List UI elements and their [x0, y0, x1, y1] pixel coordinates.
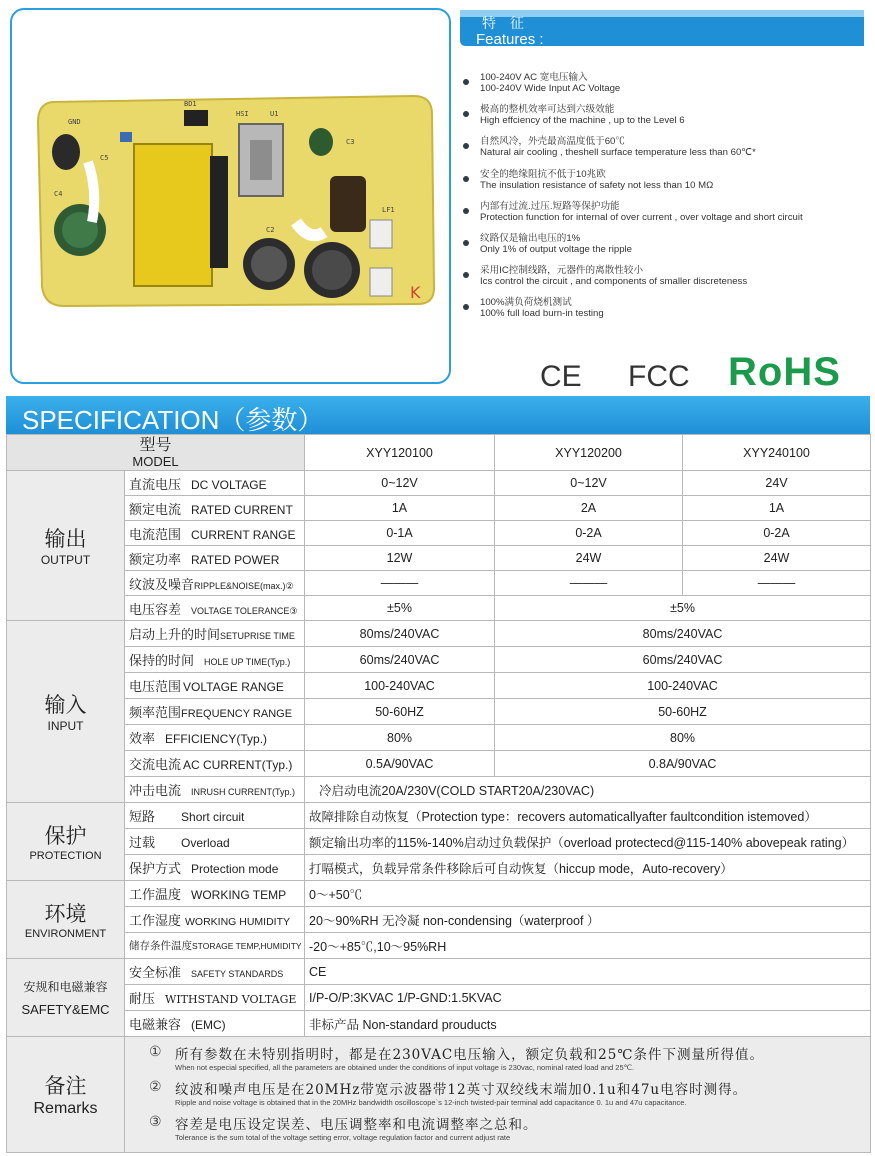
table-row — [7, 521, 871, 546]
feature-cn: 100%满负荷烧机测试 — [480, 297, 572, 309]
table-row — [7, 1011, 871, 1037]
spec-value: 0-1A — [305, 521, 495, 546]
row-label — [125, 673, 305, 699]
specification-header — [6, 396, 870, 434]
label-en: VOLTAGE RANGE — [183, 680, 284, 694]
feature-cn: 内部有过流.过压.短路等保护功能 — [480, 200, 620, 212]
board-label-c4: C4 — [54, 190, 63, 198]
bullet-icon — [463, 304, 469, 310]
category-cn: 环境 — [44, 901, 87, 926]
category-cn: 输出 — [44, 526, 87, 551]
label-en: CURRENT RANGE — [191, 527, 296, 542]
label-en: AC CURRENT(Typ.) — [183, 758, 293, 772]
row-label — [125, 521, 305, 546]
model-name: XYY120200 — [495, 435, 683, 471]
spec-value: 24W — [683, 546, 871, 571]
spec-value: 80% — [305, 725, 495, 751]
feature-cn: 采用IC控制线路，元器件的离散性较小 — [480, 265, 644, 277]
label-cn: 纹波及噪音 — [129, 577, 195, 593]
model-header-cell — [7, 435, 305, 471]
label-cn: 电压范围 — [129, 680, 182, 695]
spec-value: 0-2A — [495, 521, 683, 546]
board-label-gnd: GND — [68, 118, 81, 126]
category-output — [7, 471, 125, 621]
row-label — [125, 881, 305, 907]
label-cn: 效率 — [129, 732, 156, 747]
board-label-c2: C2 — [266, 226, 275, 234]
label-en: STORAGE TEMP,HUMIDITY — [192, 941, 302, 951]
spec-value: 24W — [495, 546, 683, 571]
features-list — [462, 72, 867, 330]
label-en: RIPPLE&NOISE(max.)② — [194, 580, 294, 591]
spec-value: ——— — [305, 571, 495, 596]
label-en: HOLE UP TIME(Typ.) — [204, 657, 291, 667]
label-en: EFFICIENCY(Typ.) — [165, 732, 268, 746]
row-label — [125, 699, 305, 725]
spec-value: 1A — [305, 496, 495, 521]
spec-value: 100-240VAC — [495, 673, 871, 699]
label-cn: 工作温度 — [129, 888, 182, 903]
label-en: WORKING HUMIDITY — [185, 916, 291, 928]
spec-value: 0.8A/90VAC — [495, 751, 871, 777]
category-input — [7, 621, 125, 803]
remark-number: ③ — [149, 1113, 162, 1129]
spec-value: 12W — [305, 546, 495, 571]
table-row — [7, 777, 871, 803]
row-label — [125, 985, 305, 1011]
feature-cn: 自然风冷，外壳最高温度低于60℃ — [480, 136, 625, 148]
label-cn: 短路 — [129, 810, 156, 825]
product-photo-frame — [10, 8, 451, 384]
remark-number: ② — [149, 1078, 162, 1094]
label-cn: 保持的时间 — [129, 654, 195, 669]
table-row — [7, 829, 871, 855]
feature-item — [462, 265, 867, 297]
feature-item — [462, 297, 867, 329]
table-row — [7, 985, 871, 1011]
bullet-icon — [463, 79, 469, 85]
cert-fcc: FCC — [628, 360, 690, 393]
features-header — [458, 8, 868, 48]
board-label-u1: U1 — [270, 110, 279, 118]
feature-en: The insulation resistance of safety not less than 10 MΩ — [480, 179, 714, 191]
remark-en: Ripple and noise voltage is obtained that in the 20MHz bandwidth oscilloscope`s 12-inch twisted-pair terminal add capacitance 0. 1u and 47u capacitance. — [175, 1098, 687, 1107]
label-cn: 工作湿度 — [129, 914, 182, 929]
remark-number: ① — [149, 1043, 162, 1059]
label-cn: 额定电流 — [129, 502, 182, 518]
cert-ce: CE — [540, 360, 582, 393]
category-en: PROTECTION — [29, 849, 102, 862]
table-row — [7, 435, 871, 471]
table-row — [7, 959, 871, 985]
label-en: Short circuit — [181, 810, 245, 824]
row-label — [125, 647, 305, 673]
board-label-c3: C3 — [346, 138, 355, 146]
spec-value: 50-60HZ — [305, 699, 495, 725]
table-row — [7, 1037, 871, 1153]
remarks-cell — [125, 1037, 871, 1153]
row-label — [125, 751, 305, 777]
table-row — [7, 546, 871, 571]
row-label — [125, 1011, 305, 1037]
board-label-hsi: HSI — [236, 110, 249, 118]
label-cn: 耐压 — [129, 992, 156, 1007]
spec-value: 80ms/240VAC — [495, 621, 871, 647]
row-label — [125, 959, 305, 985]
spec-value: 24V — [683, 471, 871, 496]
board-label-bd1: BD1 — [184, 100, 197, 108]
feature-item — [462, 233, 867, 265]
bullet-icon — [463, 111, 469, 117]
remark-en: When not especial specified, all the parameters are obtained under the conditions of input voltage is 230vac, nominal rated load and 25℃. — [175, 1063, 635, 1072]
spec-value: 非标产品 Non-standard prouducts — [305, 1011, 871, 1037]
model-header-cn: 型号 — [139, 435, 172, 454]
category-en: ENVIRONMENT — [24, 927, 107, 940]
spec-value: 60ms/240VAC — [495, 647, 871, 673]
feature-item — [462, 104, 867, 136]
label-cn: 冲击电流 — [129, 784, 182, 799]
feature-item — [462, 169, 867, 201]
label-en: WORKING TEMP — [191, 888, 287, 902]
table-row — [7, 621, 871, 647]
table-row — [7, 596, 871, 621]
spec-value: ±5% — [495, 596, 871, 621]
features-title-cn: 特征 — [482, 16, 538, 32]
spec-value: 50-60HZ — [495, 699, 871, 725]
spec-value: ——— — [495, 571, 683, 596]
feature-cn: 安全的绝缘阻抗不低于10兆欧 — [480, 168, 606, 180]
spec-value: 100-240VAC — [305, 673, 495, 699]
table-row — [7, 803, 871, 829]
feature-en: 100-240V Wide Input AC Voltage — [480, 83, 621, 94]
spec-value: ——— — [683, 571, 871, 596]
row-label — [125, 496, 305, 521]
table-row — [7, 907, 871, 933]
category-en: INPUT — [47, 718, 84, 733]
feature-item — [462, 136, 867, 168]
label-en: DC VOLTAGE — [191, 477, 267, 492]
specification-table — [6, 434, 871, 1153]
table-row — [7, 673, 871, 699]
bullet-icon — [463, 143, 469, 149]
row-label — [125, 777, 305, 803]
category-en: OUTPUT — [40, 552, 91, 567]
category-safety — [7, 959, 125, 1037]
spec-value: 0-2A — [683, 521, 871, 546]
spec-value: 80ms/240VAC — [305, 621, 495, 647]
table-row — [7, 571, 871, 596]
label-cn: 电磁兼容 — [129, 1018, 182, 1033]
spec-value: ±5% — [305, 596, 495, 621]
board-label-lf1: LF1 — [382, 206, 395, 214]
model-name: XYY120100 — [305, 435, 495, 471]
feature-item — [462, 201, 867, 233]
spec-value: I/P-O/P:3KVAC 1/P-GND:1.5KVAC — [305, 985, 871, 1011]
bullet-icon — [463, 240, 469, 246]
bullet-icon — [463, 176, 469, 182]
label-en: INRUSH CURRENT(Typ.) — [191, 787, 296, 797]
feature-en: Ics control the circuit , and components of smaller discreteness — [480, 276, 748, 288]
table-row — [7, 881, 871, 907]
table-row — [7, 647, 871, 673]
spec-value: 打嗝模式，负载异常条件移除后可自动恢复（hiccup mode，Auto-recovery） — [305, 855, 871, 881]
label-en: Overload — [181, 836, 230, 850]
label-cn: 直流电压 — [129, 477, 182, 493]
category-environment — [7, 881, 125, 959]
label-cn: 频率范围 — [129, 706, 182, 721]
label-en: WITHSTAND VOLTAGE — [165, 993, 297, 1006]
table-row — [7, 471, 871, 496]
spec-value: 0～+50℃ — [305, 881, 871, 907]
model-header-en: MODEL — [132, 454, 179, 469]
spec-value: CE — [305, 959, 871, 985]
spec-value: 2A — [495, 496, 683, 521]
remark-en: Tolerance is the sum total of the voltage setting error, voltage regulation factor and current adjust rate — [175, 1133, 511, 1142]
label-cn: 过载 — [129, 836, 156, 851]
label-cn: 额定功率 — [129, 552, 182, 568]
spec-value: 额定输出功率的115%-140%启动过负载保护（overload protectecd@115-140% abovepeak rating） — [305, 829, 871, 855]
category-remarks — [7, 1037, 125, 1153]
category-en: SAFETY&EMC — [21, 1002, 110, 1017]
remark-item — [149, 1078, 866, 1107]
row-label — [125, 596, 305, 621]
spec-value: 1A — [683, 496, 871, 521]
row-label — [125, 803, 305, 829]
category-en: Remarks — [33, 1099, 98, 1117]
category-cn: 输入 — [44, 692, 87, 717]
spec-value: 故障排除自动恢复（Protection type：recovers automaticallyafter faultcondition istemoved） — [305, 803, 871, 829]
table-row — [7, 751, 871, 777]
feature-en: Protection function for internal of over current , over voltage and short circuit — [480, 211, 803, 223]
feature-cn: 极高的整机效率可达到六级效能 — [480, 104, 615, 116]
spec-value: -20～+85℃,10～95%RH — [305, 933, 871, 959]
label-en: SETUPRISE TIME — [220, 631, 295, 641]
bullet-icon — [463, 208, 469, 214]
specification-title: SPECIFICATION（参数） — [22, 405, 324, 435]
feature-en: High effciency of the machine , up to the Level 6 — [480, 115, 685, 127]
label-en: (EMC) — [191, 1018, 226, 1032]
category-protection — [7, 803, 125, 881]
feature-en: 100% full load burn-in testing — [480, 308, 604, 320]
label-en: RATED POWER — [191, 552, 280, 567]
label-en: VOLTAGE TOLERANCE③ — [191, 605, 298, 616]
label-cn: 保护方式 — [129, 862, 182, 877]
row-label — [125, 571, 305, 596]
spec-value: 0~12V — [495, 471, 683, 496]
row-label — [125, 933, 305, 959]
spec-value: 0.5A/90VAC — [305, 751, 495, 777]
power-board-illustration — [34, 92, 438, 310]
remark-cn: 所有参数在未特别指明时，都是在230VAC电压输入，额定负载和25℃条件下测量所得值。 — [175, 1047, 764, 1063]
label-cn: 储存条件温度 — [129, 940, 192, 952]
remark-cn: 纹波和噪声电压是在20MHz带宽示波器带12英寸双绞线末端加0.1u和47u电容时测得。 — [175, 1082, 748, 1098]
row-label — [125, 471, 305, 496]
label-en: RATED CURRENT — [191, 502, 293, 517]
features-title-en: Features : — [476, 31, 544, 48]
feature-en: Only 1% of output voltage the ripple — [480, 243, 632, 255]
category-cn: 安规和电磁兼容 — [23, 980, 108, 994]
spec-value: 冷启动电流20A/230V(COLD START20A/230VAC) — [305, 777, 871, 803]
remark-item — [149, 1113, 866, 1142]
spec-value: 80% — [495, 725, 871, 751]
remark-item — [149, 1043, 866, 1072]
row-label — [125, 855, 305, 881]
bullet-icon — [463, 272, 469, 278]
feature-cn: 100-240V AC 宽电压输入 — [480, 72, 588, 83]
row-label — [125, 829, 305, 855]
remark-cn: 容差是电压设定误差、电压调整率和电流调整率之总和。 — [175, 1117, 538, 1133]
board-label-k: K — [410, 283, 421, 302]
table-row — [7, 933, 871, 959]
spec-value: 0~12V — [305, 471, 495, 496]
feature-en: Natural air cooling , theshell surface temperature less than 60℃* — [480, 147, 756, 159]
label-cn: 电流范围 — [129, 527, 182, 543]
label-cn: 启动上升的时间 — [129, 628, 221, 643]
label-cn: 电压容差 — [129, 602, 182, 618]
table-row — [7, 725, 871, 751]
label-en: SAFETY STANDARDS — [191, 969, 284, 979]
table-row — [7, 496, 871, 521]
model-name: XYY240100 — [683, 435, 871, 471]
label-en: FREQUENCY RANGE — [181, 708, 293, 720]
row-label — [125, 621, 305, 647]
label-en: Protection mode — [191, 862, 279, 876]
table-row — [7, 855, 871, 881]
row-label — [125, 725, 305, 751]
board-label-c5: C5 — [100, 154, 109, 162]
label-cn: 交流电流 — [129, 758, 182, 773]
category-cn: 保护 — [44, 823, 87, 848]
category-cn: 备注 — [44, 1073, 87, 1098]
feature-item — [462, 72, 867, 104]
spec-value: 60ms/240VAC — [305, 647, 495, 673]
table-row — [7, 699, 871, 725]
feature-cn: 纹路仅是输出电压的1% — [480, 232, 581, 244]
spec-value: 20～90%RH 无冷凝 non-condensing（waterproof ） — [305, 907, 871, 933]
cert-rohs: RoHS — [728, 350, 841, 394]
label-cn: 安全标准 — [129, 966, 182, 981]
row-label — [125, 546, 305, 571]
row-label — [125, 907, 305, 933]
